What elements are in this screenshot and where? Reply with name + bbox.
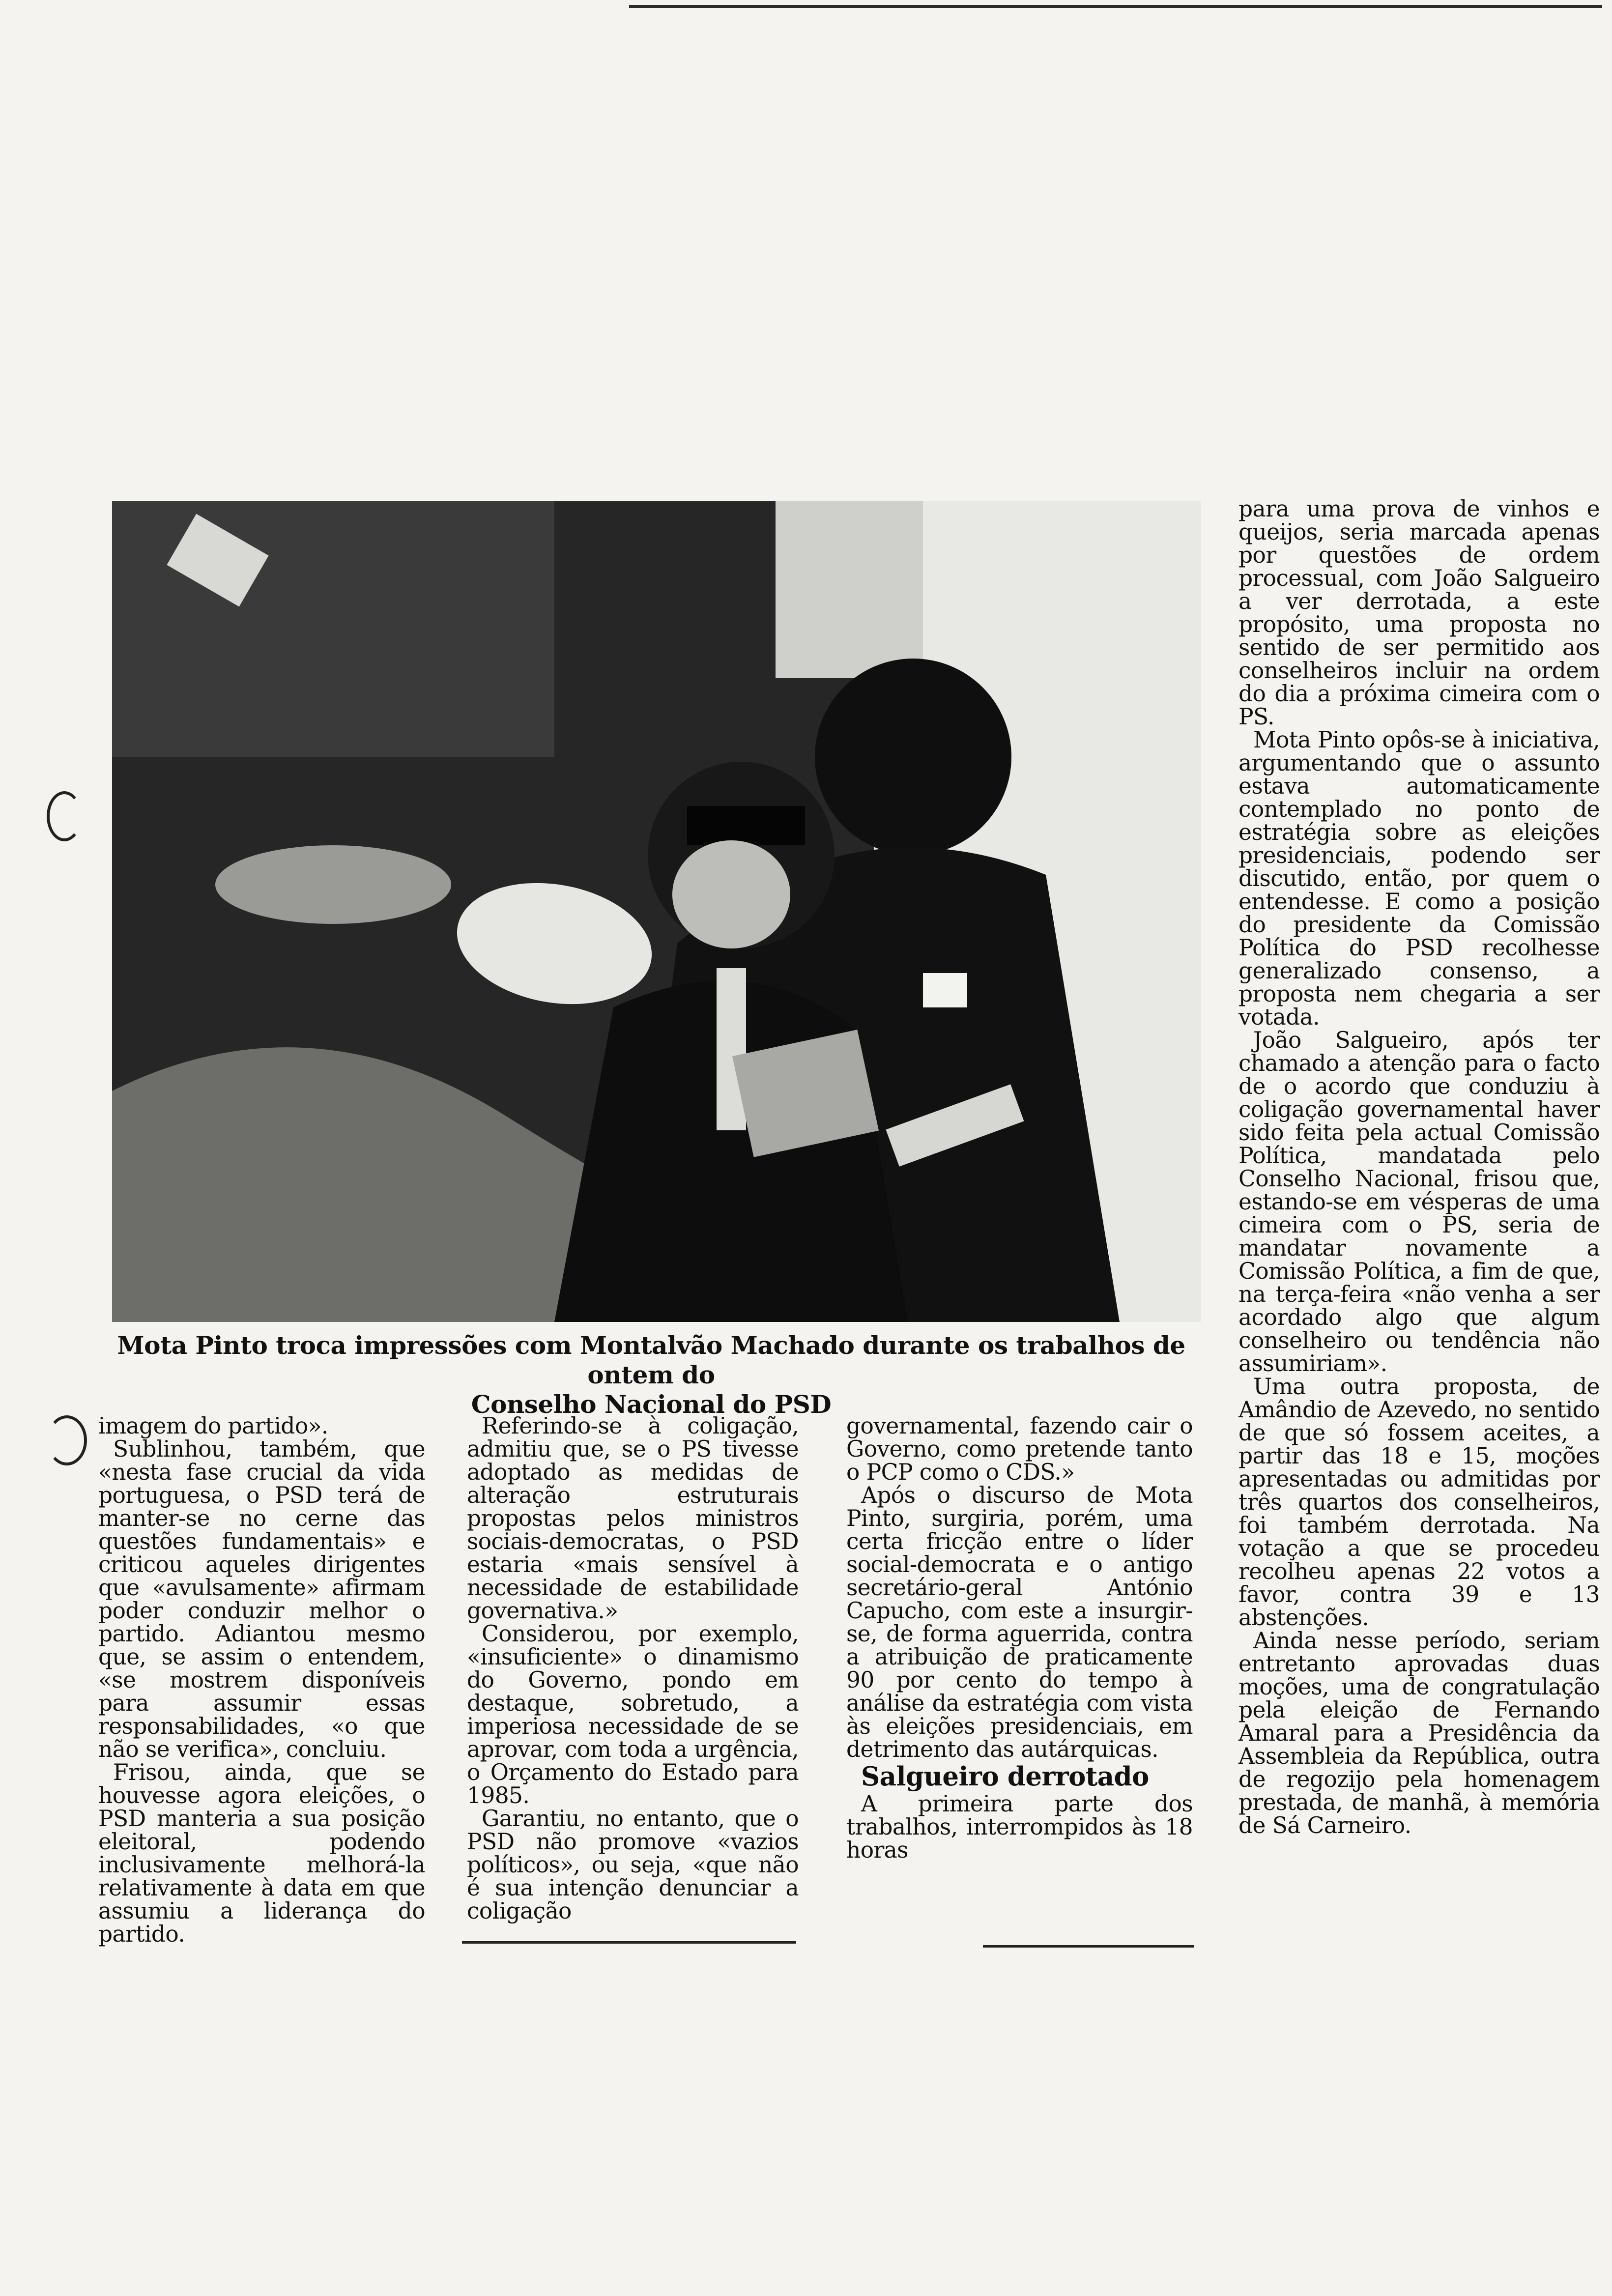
paragraph: Considerou, por exemplo, «insuficiente» o dinamismo do Governo, pondo em destaque, sobretudo, a imperiosa necessidade de se aprovar, com toda a urgência, o Orçamento do Estado para 1985. xyxy=(467,1621,799,1808)
paragraph: A primeira parte dos trabalhos, interrompidos às 18 horas xyxy=(846,1791,1193,1863)
paragraph: governamental, fazendo cair o Governo, como pretende tanto o PCP como o CDS.» xyxy=(846,1413,1193,1485)
punch-hole-mark xyxy=(47,1415,87,1465)
section-subheading: Salgueiro derrotado xyxy=(861,1761,1149,1792)
caption-line-1: Mota Pinto troca impressões com Montalvão Machado durante os trabalhos de ontem do xyxy=(117,1331,1185,1389)
photo-illustration xyxy=(112,501,1201,1322)
paragraph: imagem do partido». xyxy=(98,1413,328,1439)
paragraph: Uma outra proposta, de Amândio de Azevedo, no sentido de que só fossem aceites, a partir das 18 e 15, moções apresentadas ou admitidas por três quartos dos conselheiros, foi também derrotada. Na votação a que se procedeu recolheu apenas 22 votos a favor, contra 39 e 13 abstenções. xyxy=(1238,1374,1600,1631)
paragraph: Garantiu, no entanto, que o PSD não promove «vazios políticos», ou seja, «que não é sua intenção denunciar a coligação xyxy=(467,1806,799,1924)
article-column-4 xyxy=(1238,497,1600,1837)
article-column-3 xyxy=(846,1414,1193,1862)
paragraph: João Salgueiro, após ter chamado a atenção para o facto de o acordo que conduziu à coligação governamental haver sido feita pela actual Comissão Política, mandatada pelo Conselho Nacional, frisou que, estando-se em vésperas de uma cimeira com o PS, seria de mandatar novamente a Comissão Política, a fim de que, na terça-feira «não venha a ser acordado algo que algum conselheiro ou tendência não assumiriam». xyxy=(1238,1027,1600,1377)
news-photo xyxy=(112,501,1201,1322)
article-column-1 xyxy=(98,1414,425,1946)
punch-hole-mark xyxy=(47,791,82,841)
paragraph: Frisou, ainda, que se houvesse agora eleições, o PSD manteria a sua posição eleitoral, podendo inclusivamente melhorá-la relativamente à data em que assumiu a liderança do partido. xyxy=(98,1759,425,1947)
scan-edge-line xyxy=(629,5,1602,8)
paragraph: para uma prova de vinhos e queijos, seria marcada apenas por questões de ordem processual, com João Salgueiro a ver derrotada, a este propósito, uma proposta no sentido de ser permitido aos conselheiros incluir na ordem do dia a próxima cimeira com o PS. xyxy=(1238,496,1600,730)
paragraph: Referindo-se à coligação, admitiu que, se o PS tivesse adoptado as medidas de alteração estruturais propostas pelos ministros sociais-democratas, o PSD estaria «mais sensível à necessidade de estabilidade governativa.» xyxy=(467,1413,799,1624)
paragraph: Ainda nesse período, seriam entretanto aprovadas duas moções, uma de congratulação pela eleição de Fernando Amaral para a Presidência da Assembleia da República, outra de regozijo pela homenagem prestada, de manhã, à memória de Sá Carneiro. xyxy=(1238,1628,1600,1838)
column-end-rule xyxy=(983,1945,1194,1948)
caption-line-2: Conselho Nacional do PSD xyxy=(471,1390,832,1419)
photo-caption xyxy=(88,1331,1214,1419)
column-end-rule xyxy=(462,1941,796,1944)
paragraph: Sublinhou, também, que «nesta fase crucial da vida portuguesa, o PSD terá de manter-se no cerne das questões fundamentais» e criticou aqueles dirigentes que «avulsamente» afirmam poder conduzir melhor o partido. Adiantou mesmo que, se assim o entendem, «se mostrem disponíveis para assumir essas responsabilidades, «o que não se verifica», concluiu. xyxy=(98,1436,425,1762)
paragraph: Mota Pinto opôs-se à iniciativa, argumentando que o assunto estava automaticamente contemplado no ponto de estratégia sobre as eleições presidenciais, podendo ser discutido, então, por quem o entendesse. E como a posição do presidente da Comissão Política do PSD recolhesse generalizado consenso, a proposta nem chegaria a ser votada. xyxy=(1238,727,1600,1030)
paragraph: Após o discurso de Mota Pinto, surgiria, porém, uma certa fricção entre o líder social-democrata e o antigo secretário-geral António Capucho, com este a insurgir-se, de forma aguerrida, contra a atribuição de praticamente 90 por cento do tempo à análise da estratégia com vista às eleições presidenciais, em detrimento das autárquicas. xyxy=(846,1482,1193,1762)
article-column-2 xyxy=(467,1414,799,1923)
